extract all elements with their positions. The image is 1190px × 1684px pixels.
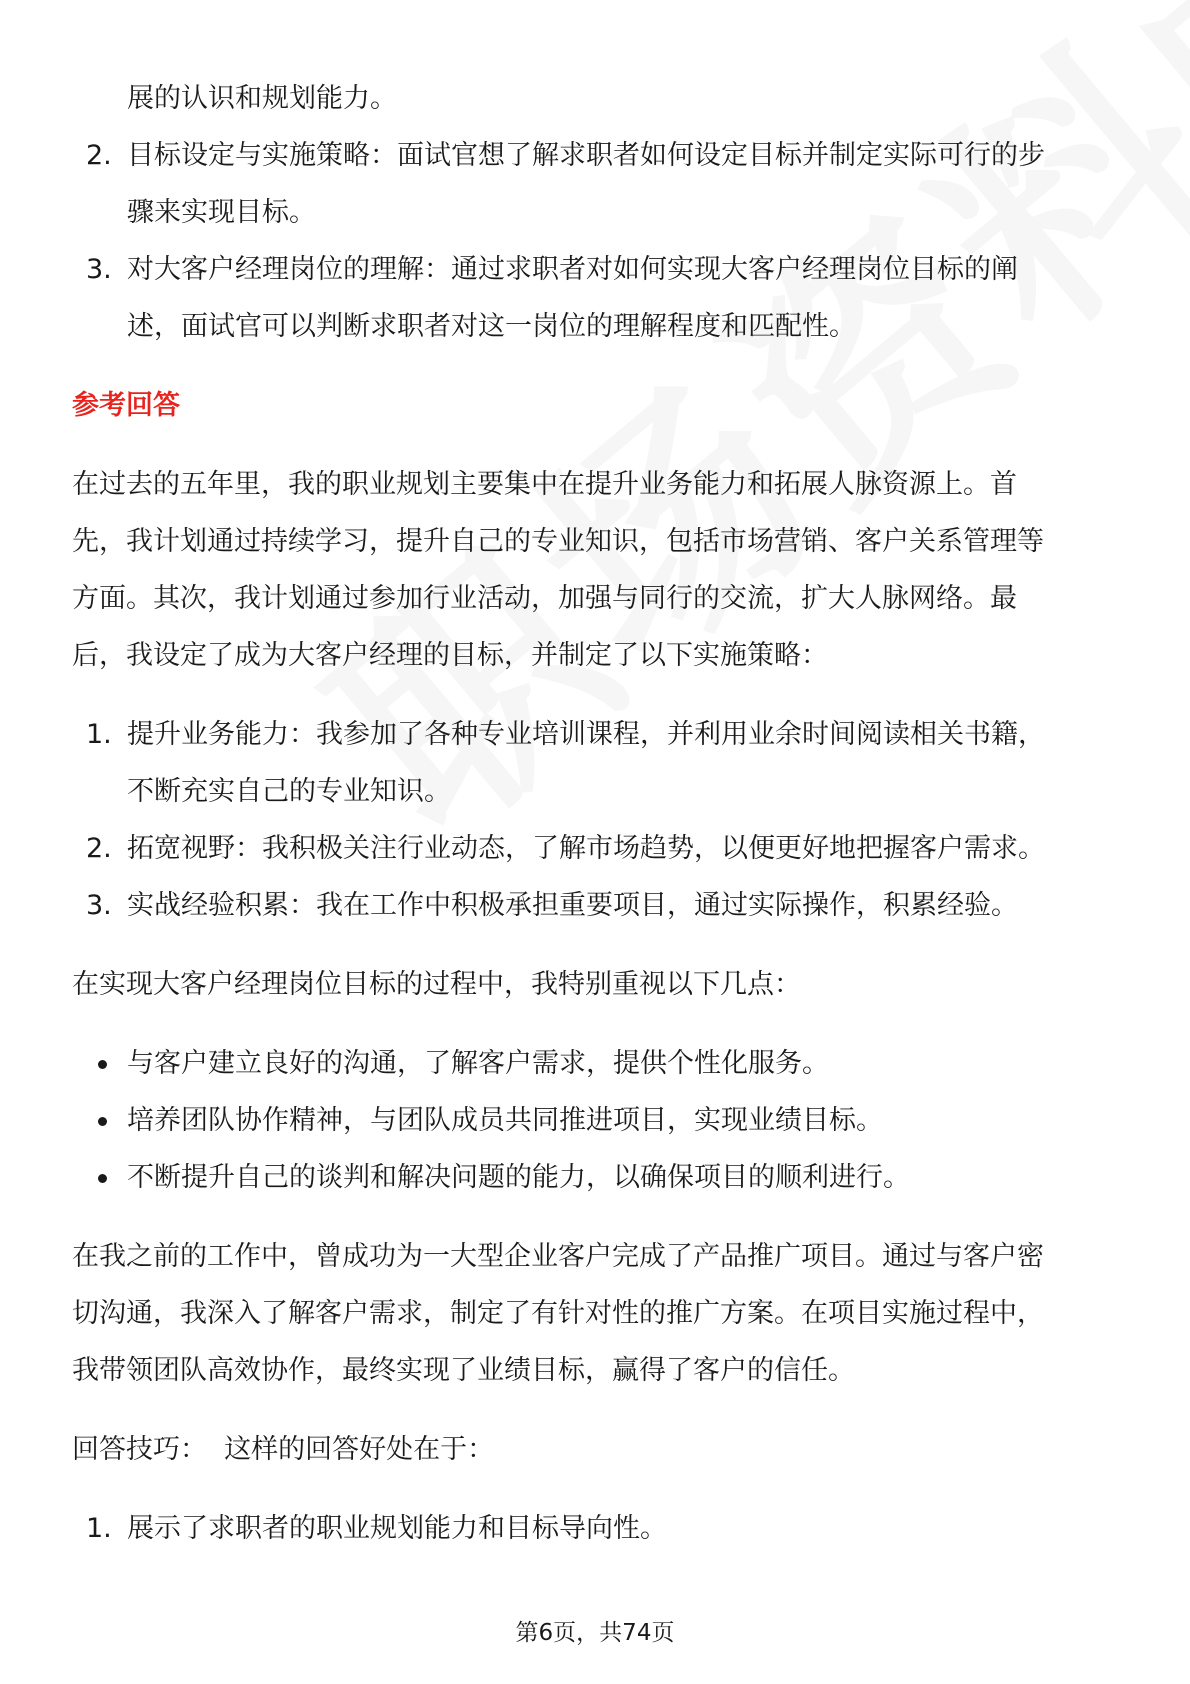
list-text: 拓宽视野：我积极关注行业动态，了解市场趋势，以便更好地把握客户需求。 — [127, 833, 1045, 864]
bullet-list — [72, 1035, 1122, 1206]
bullet-text: 不断提升自己的谈判和解决问题的能力，以确保项目的顺利进行。 — [127, 1162, 910, 1193]
list-item — [72, 241, 1122, 355]
bullet-icon — [98, 1117, 107, 1126]
bullet-icon — [98, 1174, 107, 1183]
paragraph — [72, 456, 1122, 684]
tips-list — [72, 1500, 1122, 1557]
tips-label: 回答技巧： 这样的回答好处在于： — [72, 1434, 495, 1465]
list-item-continuation: 展的认识和规划能力。 — [127, 83, 397, 114]
list-text: 骤来实现目标。 — [127, 197, 316, 228]
list-number: 2. — [86, 833, 112, 864]
bullet-text: 培养团队协作精神，与团队成员共同推进项目，实现业绩目标。 — [127, 1105, 883, 1136]
list-number: 3. — [86, 890, 112, 921]
paragraph-line: 在过去的五年里，我的职业规划主要集中在提升业务能力和拓展人脉资源上。首 — [72, 469, 1017, 500]
list-number: 3. — [86, 254, 112, 285]
page-footer: 第6页，共74页 — [515, 1620, 675, 1646]
list-item — [72, 706, 1122, 820]
paragraph-line: 先，我计划通过持续学习，提升自己的专业知识，包括市场营销、客户关系管理等 — [72, 526, 1044, 557]
paragraph-line: 方面。其次，我计划通过参加行业活动，加强与同行的交流，扩大人脉网络。最 — [72, 583, 1017, 614]
list-item — [72, 820, 1122, 877]
list-number: 1. — [86, 719, 112, 750]
list-text: 对大客户经理岗位的理解：通过求职者对如何实现大客户经理岗位目标的阐 — [127, 254, 1018, 285]
list-text: 不断充实自己的专业知识。 — [127, 776, 451, 807]
list-text: 目标设定与实施策略：面试官想了解求职者如何设定目标并制定实际可行的步 — [127, 140, 1045, 171]
bullet-item — [72, 1092, 1122, 1149]
content — [72, 70, 1122, 1557]
strategy-list — [72, 706, 1122, 934]
paragraph-line: 我带领团队高效协作，最终实现了业绩目标，赢得了客户的信任。 — [72, 1355, 855, 1386]
question-intent-list — [72, 127, 1122, 355]
bullet-item — [72, 1035, 1122, 1092]
paragraph — [72, 1228, 1122, 1399]
list-item — [72, 1500, 1122, 1557]
paragraph-line: 后，我设定了成为大客户经理的目标，并制定了以下实施策略： — [72, 640, 828, 671]
list-text: 提升业务能力：我参加了各种专业培训课程，并利用业余时间阅读相关书籍， — [127, 719, 1045, 750]
bullet-item — [72, 1149, 1122, 1206]
list-text: 展示了求职者的职业规划能力和目标导向性。 — [127, 1513, 667, 1544]
list-item — [72, 127, 1122, 241]
section-heading: 参考回答 — [72, 390, 180, 421]
list-text: 实战经验积累：我在工作中积极承担重要项目，通过实际操作，积累经验。 — [127, 890, 1018, 921]
list-number: 2. — [86, 140, 112, 171]
list-item — [72, 877, 1122, 934]
bullet-icon — [98, 1060, 107, 1069]
paragraph-line: 在实现大客户经理岗位目标的过程中，我特别重视以下几点： — [72, 969, 801, 1000]
paragraph-line: 在我之前的工作中，曾成功为一大型企业客户完成了产品推广项目。通过与客户密 — [72, 1241, 1044, 1272]
list-text: 述，面试官可以判断求职者对这一岗位的理解程度和匹配性。 — [127, 311, 856, 342]
list-number: 1. — [86, 1513, 112, 1544]
bullet-text: 与客户建立良好的沟通，了解客户需求，提供个性化服务。 — [127, 1048, 829, 1079]
paragraph-line: 切沟通，我深入了解客户需求，制定了有针对性的推广方案。在项目实施过程中， — [72, 1298, 1044, 1329]
